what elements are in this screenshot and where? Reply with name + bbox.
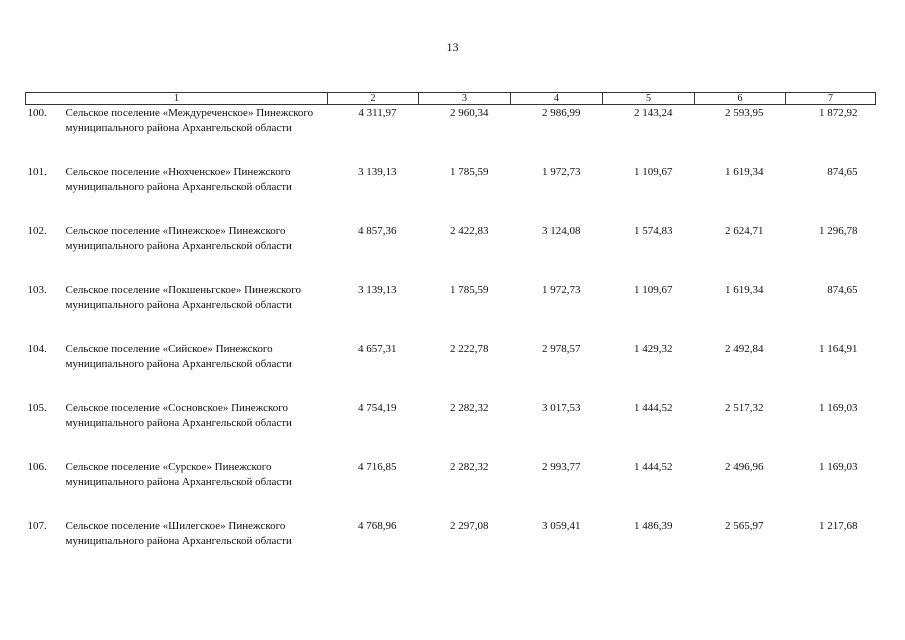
row-number: 104. — [27, 343, 47, 355]
settlement-cell-content — [26, 283, 328, 313]
settlement-cell-content — [26, 165, 328, 195]
value-cell-col-6: 2 492,84 — [725, 343, 764, 355]
table-row — [26, 105, 876, 166]
settlement-name: Сельское поселение «Пинежское» Пинежского муниципального района Архангельской области — [65, 225, 292, 252]
row-number: 102. — [27, 225, 47, 237]
data-table — [25, 92, 876, 578]
settlement-cell — [26, 283, 328, 342]
value-cell-col-5: 1 109,67 — [634, 166, 673, 178]
settlement-cell-content — [26, 224, 328, 254]
column-header: 2 — [328, 93, 419, 105]
column-header: 5 — [603, 93, 695, 105]
settlement-cell-content — [26, 106, 328, 136]
settlement-cell-content — [26, 401, 328, 431]
settlement-cell — [26, 105, 328, 166]
value-cell-col-3: 2 297,08 — [450, 520, 489, 532]
settlement-cell — [26, 460, 328, 519]
value-cell-col-5: 1 444,52 — [634, 461, 673, 473]
table-row — [26, 224, 876, 283]
settlement-name: Сельское поселение «Сосновское» Пинежского муниципального района Архангельской области — [65, 402, 292, 429]
row-number: 100. — [27, 107, 47, 119]
value-cell-col-6: 2 565,97 — [725, 520, 764, 532]
row-number: 106. — [27, 461, 47, 473]
settlement-cell — [26, 224, 328, 283]
value-cell-col-3: 2 282,32 — [450, 461, 489, 473]
value-cell-col-7: 1 217,68 — [819, 520, 858, 532]
value-cell-col-5: 1 429,32 — [634, 343, 673, 355]
value-cell-col-4: 3 059,41 — [542, 520, 581, 532]
value-cell-col-7: 874,65 — [827, 284, 858, 296]
value-cell-col-3: 2 282,32 — [450, 402, 489, 414]
value-cell-col-4: 3 124,08 — [542, 225, 581, 237]
row-number: 105. — [27, 402, 47, 414]
settlement-cell — [26, 401, 328, 460]
value-cell-col-6: 2 593,95 — [725, 107, 764, 119]
table-row — [26, 165, 876, 224]
value-cell-col-7: 874,65 — [827, 166, 858, 178]
row-number: 103. — [27, 284, 47, 296]
value-cell-col-2: 4 311,97 — [358, 107, 397, 119]
value-cell-col-7: 1 169,03 — [819, 402, 858, 414]
column-header: 4 — [511, 93, 603, 105]
settlement-cell — [26, 519, 328, 578]
table-row — [26, 342, 876, 401]
value-cell-col-7: 1 169,03 — [819, 461, 858, 473]
value-cell-col-2: 4 716,85 — [358, 461, 397, 473]
value-cell-col-3: 2 422,83 — [450, 225, 489, 237]
value-cell-col-3: 1 785,59 — [450, 284, 489, 296]
settlement-name: Сельское поселение «Шилегское» Пинежского муниципального района Архангельской области — [65, 520, 292, 547]
table-row — [26, 460, 876, 519]
value-cell-col-3: 1 785,59 — [450, 166, 489, 178]
settlement-cell — [26, 342, 328, 401]
value-cell-col-5: 2 143,24 — [634, 107, 673, 119]
table-row — [26, 401, 876, 460]
value-cell-col-3: 2 222,78 — [450, 343, 489, 355]
column-header: 3 — [419, 93, 511, 105]
value-cell-col-2: 4 857,36 — [358, 225, 397, 237]
value-cell-col-4: 2 986,99 — [542, 107, 581, 119]
value-cell-col-6: 1 619,34 — [725, 284, 764, 296]
value-cell-col-6: 2 496,96 — [725, 461, 764, 473]
settlement-cell-content — [26, 342, 328, 372]
value-cell-col-2: 4 754,19 — [358, 402, 397, 414]
row-number: 107. — [27, 520, 47, 532]
value-cell-col-3: 2 960,34 — [450, 107, 489, 119]
page-number: 13 — [446, 40, 459, 54]
column-header: 7 — [786, 93, 876, 105]
value-cell-col-2: 3 139,13 — [358, 284, 397, 296]
value-cell-col-4: 1 972,73 — [542, 284, 581, 296]
value-cell-col-2: 4 657,31 — [358, 343, 397, 355]
table-row — [26, 283, 876, 342]
value-cell-col-5: 1 444,52 — [634, 402, 673, 414]
value-cell-col-7: 1 296,78 — [819, 225, 858, 237]
value-cell-col-5: 1 574,83 — [634, 225, 673, 237]
value-cell-col-6: 1 619,34 — [725, 166, 764, 178]
header-row — [26, 93, 876, 105]
value-cell-col-4: 2 993,77 — [542, 461, 581, 473]
value-cell-col-7: 1 872,92 — [819, 107, 858, 119]
settlement-cell-content — [26, 460, 328, 490]
settlement-name: Сельское поселение «Сийское» Пинежского муниципального района Архангельской области — [65, 343, 292, 370]
value-cell-col-2: 3 139,13 — [358, 166, 397, 178]
value-cell-col-5: 1 486,39 — [634, 520, 673, 532]
column-header: 6 — [695, 93, 786, 105]
settlement-name: Сельское поселение «Нюхченское» Пинежского муниципального района Архангельской области — [65, 166, 292, 193]
value-cell-col-7: 1 164,91 — [819, 343, 858, 355]
row-number: 101. — [27, 166, 47, 178]
settlement-name: Сельское поселение «Сурское» Пинежского муниципального района Архангельской области — [65, 461, 292, 488]
settlement-name: Сельское поселение «Покшеньгское» Пинежского муниципального района Архангельской области — [65, 284, 302, 311]
settlement-cell-content — [26, 519, 328, 549]
value-cell-col-4: 1 972,73 — [542, 166, 581, 178]
value-cell-col-4: 3 017,53 — [542, 402, 581, 414]
value-cell-col-6: 2 624,71 — [725, 225, 764, 237]
value-cell-col-2: 4 768,96 — [358, 520, 397, 532]
table-row — [26, 519, 876, 578]
value-cell-col-4: 2 978,57 — [542, 343, 581, 355]
column-header: 1 — [26, 93, 328, 105]
settlement-cell — [26, 165, 328, 224]
value-cell-col-5: 1 109,67 — [634, 284, 673, 296]
value-cell-col-6: 2 517,32 — [725, 402, 764, 414]
settlement-name: Сельское поселение «Междуреченское» Пинежского муниципального района Архангельской области — [65, 107, 314, 134]
